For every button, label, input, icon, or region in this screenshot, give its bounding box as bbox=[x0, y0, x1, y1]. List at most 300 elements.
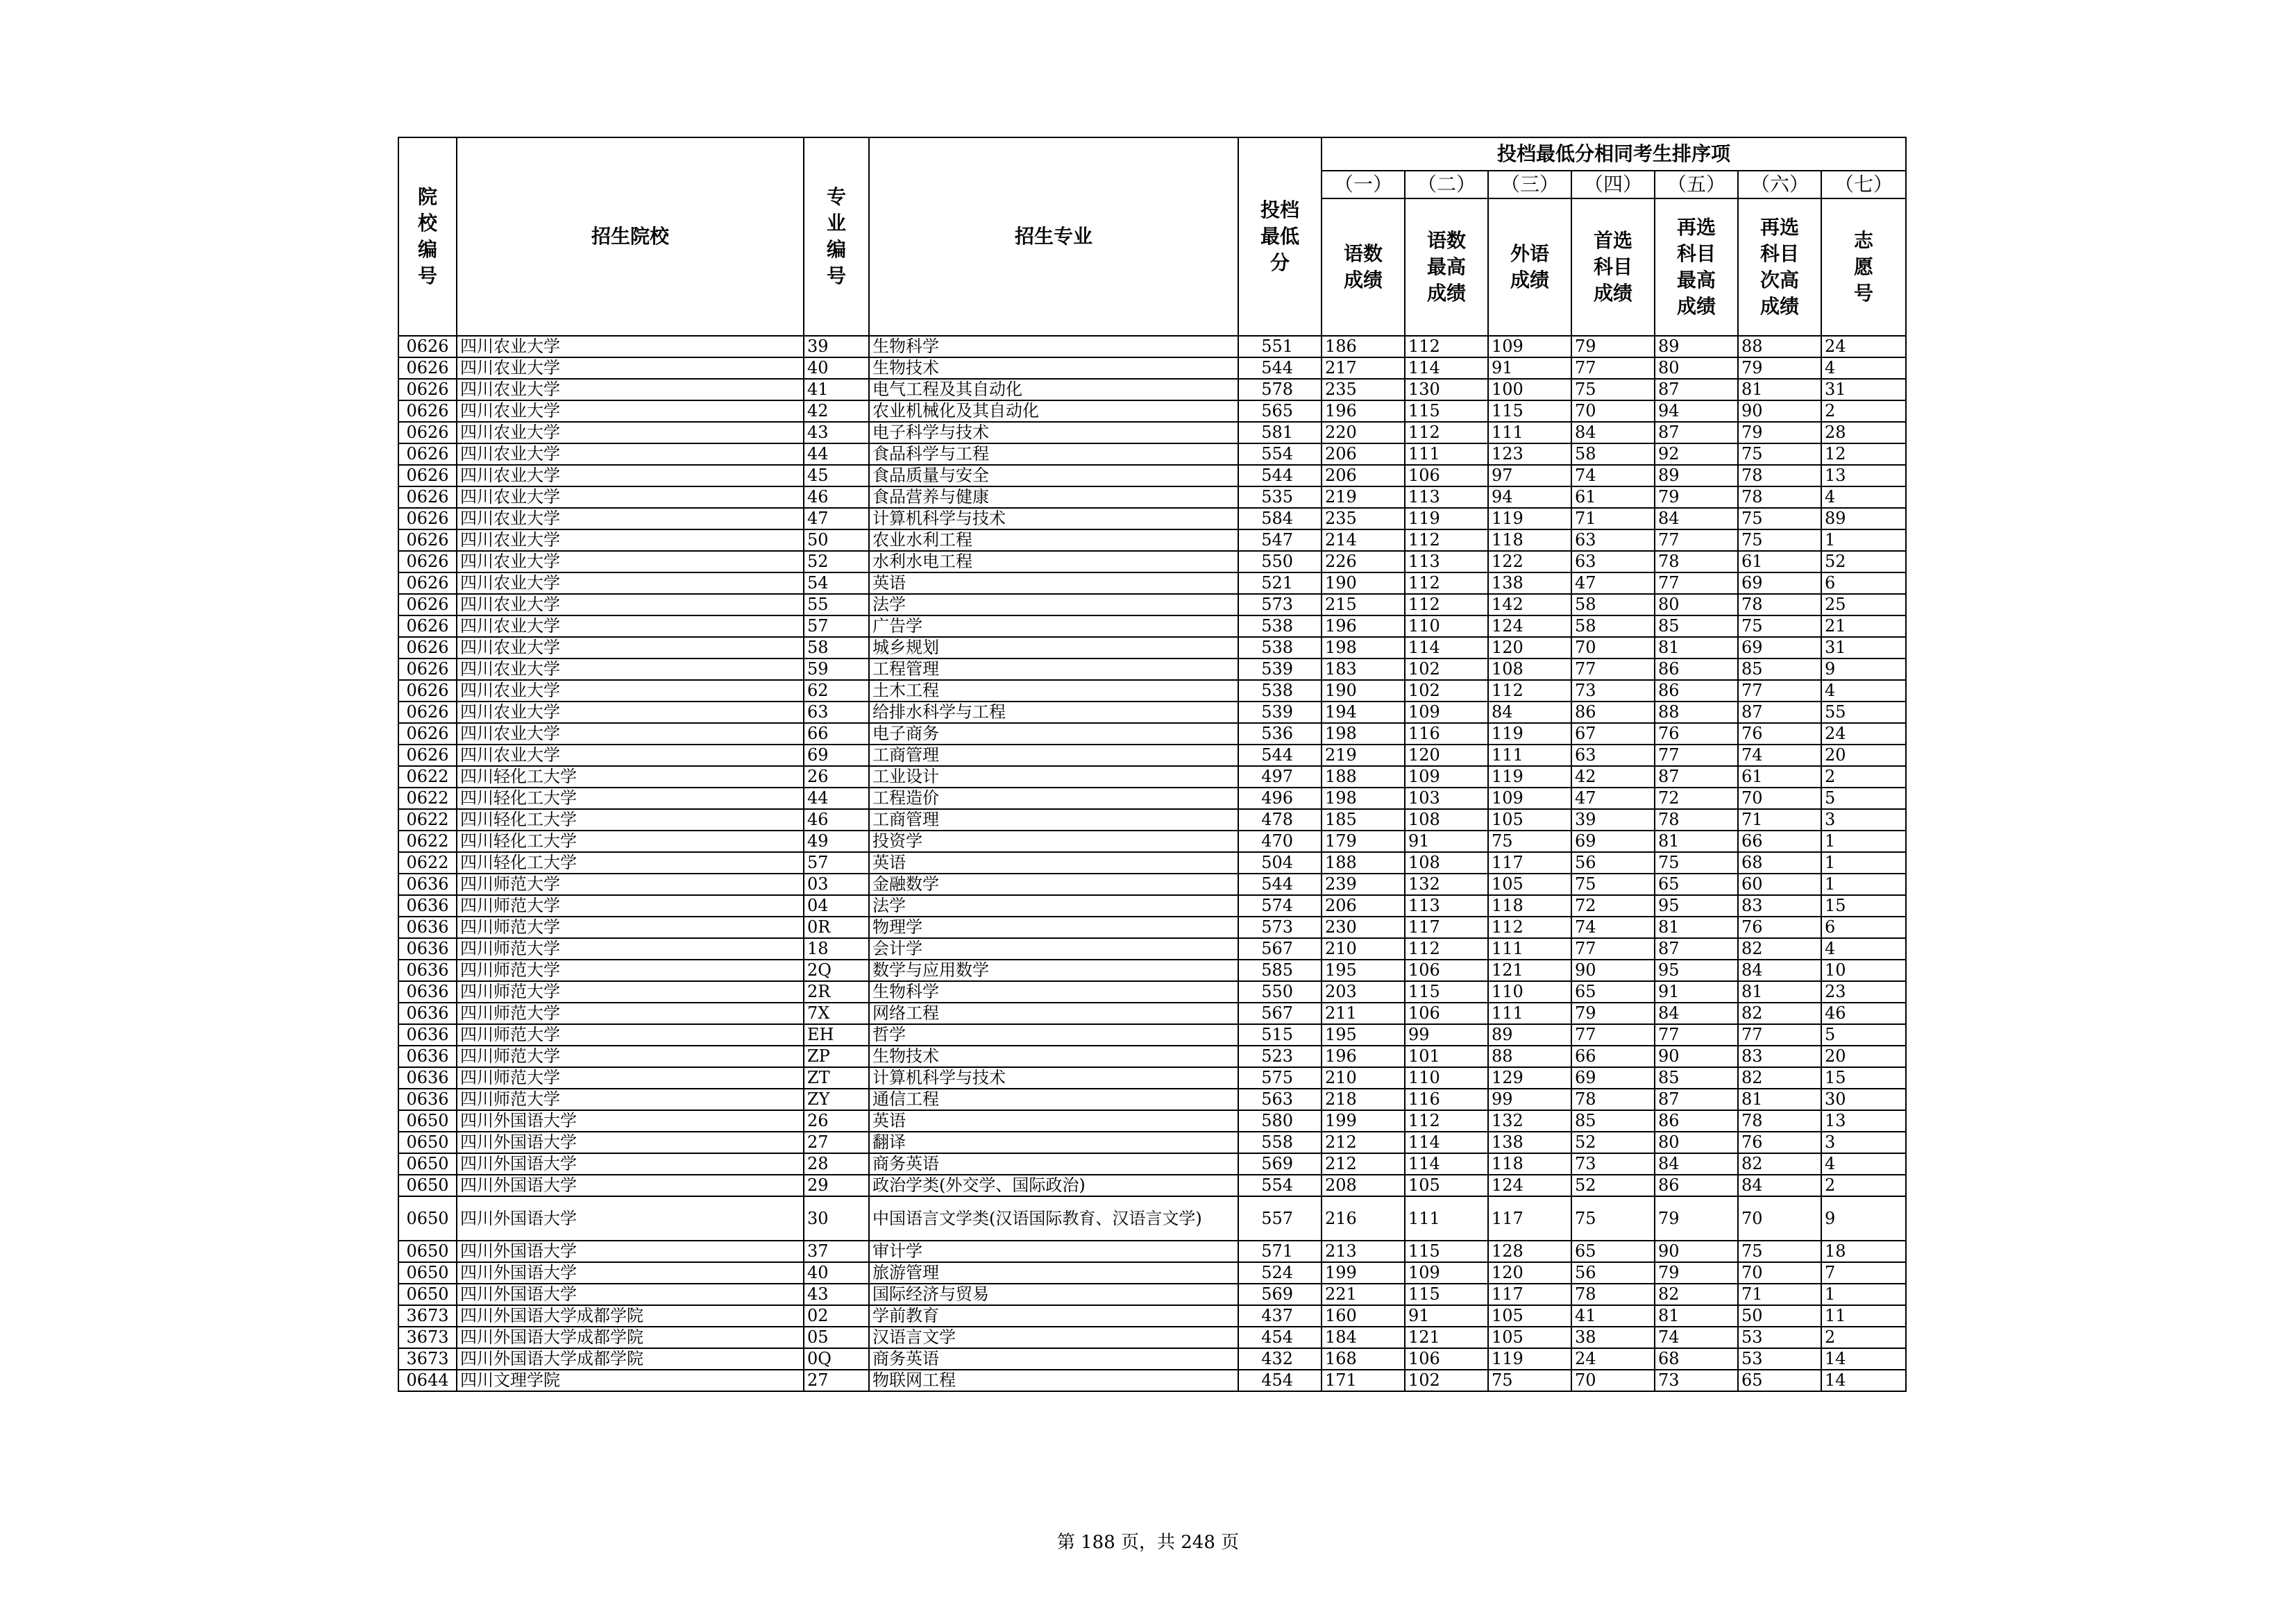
cell-wish-no: 9 bbox=[1821, 658, 1906, 680]
cell-foreign-lang: 142 bbox=[1488, 594, 1571, 615]
cell-major-name: 食品质量与安全 bbox=[869, 465, 1238, 486]
cell-school-name: 四川农业大学 bbox=[457, 572, 804, 594]
cell-major-code: 40 bbox=[804, 1262, 869, 1284]
header-order: （一） bbox=[1322, 171, 1405, 198]
cell-school-code: 0622 bbox=[398, 831, 457, 852]
cell-wish-no: 30 bbox=[1821, 1089, 1906, 1110]
cell-major-code: 62 bbox=[804, 680, 869, 702]
cell-second-next: 53 bbox=[1738, 1348, 1821, 1370]
cell-yushu: 230 bbox=[1322, 917, 1405, 938]
cell-wish-no: 1 bbox=[1821, 831, 1906, 852]
cell-min-score: 558 bbox=[1238, 1132, 1322, 1153]
cell-major-code: 41 bbox=[804, 379, 869, 400]
cell-second-max: 90 bbox=[1655, 1046, 1738, 1067]
cell-second-next: 61 bbox=[1738, 551, 1821, 572]
cell-second-max: 91 bbox=[1655, 981, 1738, 1003]
cell-school-name: 四川师范大学 bbox=[457, 917, 804, 938]
header-criterion: 再选科目最高成绩 bbox=[1655, 198, 1738, 336]
cell-wish-no: 31 bbox=[1821, 379, 1906, 400]
cell-yushu: 168 bbox=[1322, 1348, 1405, 1370]
cell-school-code: 0650 bbox=[398, 1132, 457, 1153]
table-row bbox=[398, 1327, 1906, 1348]
cell-major-name: 旅游管理 bbox=[869, 1262, 1238, 1284]
cell-second-next: 78 bbox=[1738, 486, 1821, 508]
table-row bbox=[398, 551, 1906, 572]
cell-school-code: 0626 bbox=[398, 336, 457, 357]
cell-school-name: 四川农业大学 bbox=[457, 551, 804, 572]
cell-wish-no: 13 bbox=[1821, 1110, 1906, 1132]
cell-foreign-lang: 84 bbox=[1488, 702, 1571, 723]
cell-major-name: 生物科学 bbox=[869, 981, 1238, 1003]
cell-first-subject: 47 bbox=[1571, 572, 1655, 594]
cell-second-max: 81 bbox=[1655, 831, 1738, 852]
cell-school-name: 四川农业大学 bbox=[457, 465, 804, 486]
cell-school-name: 四川师范大学 bbox=[457, 1046, 804, 1067]
cell-school-code: 0626 bbox=[398, 551, 457, 572]
cell-wish-no: 1 bbox=[1821, 529, 1906, 551]
cell-major-code: 43 bbox=[804, 1284, 869, 1305]
cell-major-name: 通信工程 bbox=[869, 1089, 1238, 1110]
cell-first-subject: 69 bbox=[1571, 831, 1655, 852]
cell-foreign-lang: 105 bbox=[1488, 1305, 1571, 1327]
cell-major-name: 投资学 bbox=[869, 831, 1238, 852]
cell-major-code: 55 bbox=[804, 594, 869, 615]
cell-yushu: 188 bbox=[1322, 766, 1405, 788]
cell-first-subject: 74 bbox=[1571, 917, 1655, 938]
table-row bbox=[398, 831, 1906, 852]
cell-major-code: 47 bbox=[804, 508, 869, 529]
cell-yushu-max: 106 bbox=[1405, 465, 1488, 486]
cell-min-score: 569 bbox=[1238, 1153, 1322, 1175]
cell-min-score: 523 bbox=[1238, 1046, 1322, 1067]
cell-wish-no: 23 bbox=[1821, 981, 1906, 1003]
cell-second-max: 87 bbox=[1655, 422, 1738, 443]
header-tiebreak-group: 投档最低分相同考生排序项 bbox=[1322, 137, 1906, 171]
cell-wish-no: 14 bbox=[1821, 1348, 1906, 1370]
cell-first-subject: 67 bbox=[1571, 723, 1655, 745]
cell-first-subject: 56 bbox=[1571, 852, 1655, 874]
cell-school-code: 0636 bbox=[398, 1024, 457, 1046]
cell-second-max: 80 bbox=[1655, 594, 1738, 615]
cell-second-max: 85 bbox=[1655, 615, 1738, 637]
cell-second-max: 95 bbox=[1655, 895, 1738, 917]
cell-wish-no: 2 bbox=[1821, 400, 1906, 422]
cell-major-name: 生物技术 bbox=[869, 357, 1238, 379]
cell-wish-no: 3 bbox=[1821, 1132, 1906, 1153]
cell-foreign-lang: 120 bbox=[1488, 1262, 1571, 1284]
cell-school-code: 0626 bbox=[398, 680, 457, 702]
cell-first-subject: 24 bbox=[1571, 1348, 1655, 1370]
header-school-code: 院校编号 bbox=[398, 137, 457, 336]
cell-yushu-max: 113 bbox=[1405, 895, 1488, 917]
cell-first-subject: 84 bbox=[1571, 422, 1655, 443]
cell-school-code: 0636 bbox=[398, 1067, 457, 1089]
cell-first-subject: 77 bbox=[1571, 357, 1655, 379]
cell-second-max: 78 bbox=[1655, 551, 1738, 572]
cell-second-next: 69 bbox=[1738, 572, 1821, 594]
cell-second-max: 87 bbox=[1655, 766, 1738, 788]
cell-second-max: 68 bbox=[1655, 1348, 1738, 1370]
cell-second-next: 82 bbox=[1738, 938, 1821, 960]
cell-second-max: 90 bbox=[1655, 1241, 1738, 1262]
cell-yushu: 221 bbox=[1322, 1284, 1405, 1305]
cell-second-next: 78 bbox=[1738, 594, 1821, 615]
cell-foreign-lang: 110 bbox=[1488, 981, 1571, 1003]
cell-foreign-lang: 75 bbox=[1488, 1370, 1571, 1391]
cell-yushu: 194 bbox=[1322, 702, 1405, 723]
cell-major-code: 29 bbox=[804, 1175, 869, 1196]
cell-school-code: 0626 bbox=[398, 702, 457, 723]
cell-yushu: 183 bbox=[1322, 658, 1405, 680]
cell-foreign-lang: 112 bbox=[1488, 917, 1571, 938]
cell-foreign-lang: 99 bbox=[1488, 1089, 1571, 1110]
cell-yushu-max: 112 bbox=[1405, 529, 1488, 551]
cell-yushu-max: 113 bbox=[1405, 551, 1488, 572]
cell-school-name: 四川农业大学 bbox=[457, 422, 804, 443]
table-row bbox=[398, 615, 1906, 637]
cell-major-name: 英语 bbox=[869, 572, 1238, 594]
cell-first-subject: 75 bbox=[1571, 874, 1655, 895]
cell-school-code: 0650 bbox=[398, 1196, 457, 1241]
cell-school-name: 四川农业大学 bbox=[457, 615, 804, 637]
cell-major-name: 食品科学与工程 bbox=[869, 443, 1238, 465]
cell-yushu-max: 112 bbox=[1405, 594, 1488, 615]
cell-second-max: 89 bbox=[1655, 465, 1738, 486]
cell-major-code: 39 bbox=[804, 336, 869, 357]
cell-school-name: 四川师范大学 bbox=[457, 981, 804, 1003]
cell-second-max: 81 bbox=[1655, 1305, 1738, 1327]
cell-major-code: ZT bbox=[804, 1067, 869, 1089]
cell-major-name: 电子商务 bbox=[869, 723, 1238, 745]
cell-wish-no: 1 bbox=[1821, 1284, 1906, 1305]
cell-yushu: 211 bbox=[1322, 1003, 1405, 1024]
cell-school-code: 0636 bbox=[398, 917, 457, 938]
cell-second-max: 73 bbox=[1655, 1370, 1738, 1391]
cell-second-max: 79 bbox=[1655, 486, 1738, 508]
cell-major-code: 42 bbox=[804, 400, 869, 422]
cell-major-code: 44 bbox=[804, 443, 869, 465]
cell-second-next: 87 bbox=[1738, 702, 1821, 723]
table-row bbox=[398, 443, 1906, 465]
cell-major-code: 26 bbox=[804, 1110, 869, 1132]
header-order: （六） bbox=[1738, 171, 1821, 198]
cell-wish-no: 6 bbox=[1821, 917, 1906, 938]
cell-school-name: 四川农业大学 bbox=[457, 529, 804, 551]
cell-min-score: 544 bbox=[1238, 357, 1322, 379]
cell-yushu-max: 103 bbox=[1405, 788, 1488, 809]
cell-second-next: 70 bbox=[1738, 1262, 1821, 1284]
cell-foreign-lang: 105 bbox=[1488, 874, 1571, 895]
cell-major-code: 59 bbox=[804, 658, 869, 680]
cell-wish-no: 12 bbox=[1821, 443, 1906, 465]
cell-yushu-max: 91 bbox=[1405, 831, 1488, 852]
cell-foreign-lang: 100 bbox=[1488, 379, 1571, 400]
cell-school-code: 0636 bbox=[398, 960, 457, 981]
cell-yushu: 195 bbox=[1322, 960, 1405, 981]
cell-yushu-max: 130 bbox=[1405, 379, 1488, 400]
cell-school-code: 0650 bbox=[398, 1262, 457, 1284]
cell-second-max: 80 bbox=[1655, 357, 1738, 379]
cell-yushu-max: 108 bbox=[1405, 809, 1488, 831]
cell-first-subject: 58 bbox=[1571, 443, 1655, 465]
cell-wish-no: 21 bbox=[1821, 615, 1906, 637]
cell-major-code: 50 bbox=[804, 529, 869, 551]
cell-wish-no: 46 bbox=[1821, 1003, 1906, 1024]
cell-major-code: 46 bbox=[804, 809, 869, 831]
table-row bbox=[398, 336, 1906, 357]
cell-major-code: 0Q bbox=[804, 1348, 869, 1370]
cell-second-max: 77 bbox=[1655, 1024, 1738, 1046]
cell-foreign-lang: 109 bbox=[1488, 336, 1571, 357]
cell-second-next: 83 bbox=[1738, 1046, 1821, 1067]
cell-second-max: 84 bbox=[1655, 508, 1738, 529]
cell-min-score: 544 bbox=[1238, 874, 1322, 895]
cell-first-subject: 70 bbox=[1571, 400, 1655, 422]
cell-major-code: 40 bbox=[804, 357, 869, 379]
cell-major-name: 土木工程 bbox=[869, 680, 1238, 702]
cell-foreign-lang: 138 bbox=[1488, 572, 1571, 594]
cell-yushu-max: 106 bbox=[1405, 960, 1488, 981]
header-order: （二） bbox=[1405, 171, 1488, 198]
cell-wish-no: 11 bbox=[1821, 1305, 1906, 1327]
cell-school-code: 0636 bbox=[398, 938, 457, 960]
cell-foreign-lang: 121 bbox=[1488, 960, 1571, 981]
table-row bbox=[398, 702, 1906, 723]
cell-second-next: 81 bbox=[1738, 981, 1821, 1003]
cell-school-code: 0626 bbox=[398, 572, 457, 594]
cell-second-max: 74 bbox=[1655, 1327, 1738, 1348]
cell-foreign-lang: 105 bbox=[1488, 1327, 1571, 1348]
cell-school-name: 四川轻化工大学 bbox=[457, 766, 804, 788]
cell-min-score: 578 bbox=[1238, 379, 1322, 400]
header-min-score: 投档最低分 bbox=[1238, 137, 1322, 336]
cell-major-name: 生物科学 bbox=[869, 336, 1238, 357]
cell-school-name: 四川农业大学 bbox=[457, 702, 804, 723]
cell-yushu-max: 112 bbox=[1405, 422, 1488, 443]
cell-school-code: 3673 bbox=[398, 1348, 457, 1370]
cell-second-next: 70 bbox=[1738, 788, 1821, 809]
cell-min-score: 584 bbox=[1238, 508, 1322, 529]
cell-second-max: 81 bbox=[1655, 917, 1738, 938]
cell-second-next: 84 bbox=[1738, 960, 1821, 981]
cell-school-code: 0626 bbox=[398, 508, 457, 529]
cell-major-code: 0R bbox=[804, 917, 869, 938]
cell-min-score: 437 bbox=[1238, 1305, 1322, 1327]
cell-wish-no: 9 bbox=[1821, 1196, 1906, 1241]
cell-yushu-max: 116 bbox=[1405, 723, 1488, 745]
cell-school-name: 四川农业大学 bbox=[457, 594, 804, 615]
cell-second-next: 83 bbox=[1738, 895, 1821, 917]
cell-second-next: 60 bbox=[1738, 874, 1821, 895]
table-row bbox=[398, 938, 1906, 960]
table-row bbox=[398, 1241, 1906, 1262]
cell-first-subject: 41 bbox=[1571, 1305, 1655, 1327]
cell-first-subject: 77 bbox=[1571, 1024, 1655, 1046]
cell-wish-no: 15 bbox=[1821, 895, 1906, 917]
cell-school-name: 四川师范大学 bbox=[457, 874, 804, 895]
cell-school-code: 0636 bbox=[398, 981, 457, 1003]
cell-major-name: 城乡规划 bbox=[869, 637, 1238, 658]
cell-school-code: 0626 bbox=[398, 723, 457, 745]
cell-min-score: 535 bbox=[1238, 486, 1322, 508]
cell-first-subject: 74 bbox=[1571, 465, 1655, 486]
cell-foreign-lang: 118 bbox=[1488, 895, 1571, 917]
cell-min-score: 538 bbox=[1238, 615, 1322, 637]
table-row bbox=[398, 1175, 1906, 1196]
cell-min-score: 539 bbox=[1238, 702, 1322, 723]
cell-yushu: 179 bbox=[1322, 831, 1405, 852]
cell-yushu-max: 111 bbox=[1405, 1196, 1488, 1241]
cell-wish-no: 14 bbox=[1821, 1370, 1906, 1391]
cell-yushu-max: 91 bbox=[1405, 1305, 1488, 1327]
cell-yushu-max: 101 bbox=[1405, 1046, 1488, 1067]
cell-second-max: 77 bbox=[1655, 529, 1738, 551]
cell-major-code: 45 bbox=[804, 465, 869, 486]
cell-yushu-max: 109 bbox=[1405, 766, 1488, 788]
cell-second-max: 65 bbox=[1655, 874, 1738, 895]
cell-yushu: 199 bbox=[1322, 1110, 1405, 1132]
cell-yushu: 215 bbox=[1322, 594, 1405, 615]
cell-school-code: 0626 bbox=[398, 615, 457, 637]
cell-foreign-lang: 117 bbox=[1488, 852, 1571, 874]
cell-major-name: 哲学 bbox=[869, 1024, 1238, 1046]
cell-school-name: 四川师范大学 bbox=[457, 1024, 804, 1046]
table-header bbox=[398, 137, 1906, 336]
cell-yushu-max: 114 bbox=[1405, 637, 1488, 658]
cell-first-subject: 63 bbox=[1571, 551, 1655, 572]
header-criterion: 语数最高成绩 bbox=[1405, 198, 1488, 336]
cell-yushu-max: 106 bbox=[1405, 1348, 1488, 1370]
cell-school-name: 四川外国语大学成都学院 bbox=[457, 1327, 804, 1348]
cell-major-name: 法学 bbox=[869, 895, 1238, 917]
cell-yushu-max: 110 bbox=[1405, 1067, 1488, 1089]
cell-foreign-lang: 111 bbox=[1488, 938, 1571, 960]
cell-school-code: 3673 bbox=[398, 1305, 457, 1327]
cell-major-code: 2Q bbox=[804, 960, 869, 981]
cell-school-name: 四川轻化工大学 bbox=[457, 809, 804, 831]
cell-min-score: 544 bbox=[1238, 465, 1322, 486]
cell-second-next: 77 bbox=[1738, 1024, 1821, 1046]
cell-first-subject: 78 bbox=[1571, 1284, 1655, 1305]
cell-foreign-lang: 109 bbox=[1488, 788, 1571, 809]
cell-wish-no: 1 bbox=[1821, 874, 1906, 895]
cell-second-next: 77 bbox=[1738, 680, 1821, 702]
cell-min-score: 454 bbox=[1238, 1370, 1322, 1391]
cell-school-name: 四川师范大学 bbox=[457, 895, 804, 917]
cell-major-name: 金融数学 bbox=[869, 874, 1238, 895]
cell-first-subject: 52 bbox=[1571, 1132, 1655, 1153]
cell-wish-no: 3 bbox=[1821, 809, 1906, 831]
cell-yushu: 188 bbox=[1322, 852, 1405, 874]
cell-school-code: 0636 bbox=[398, 1089, 457, 1110]
cell-second-max: 84 bbox=[1655, 1003, 1738, 1024]
cell-major-code: 44 bbox=[804, 788, 869, 809]
cell-school-name: 四川师范大学 bbox=[457, 938, 804, 960]
cell-yushu-max: 120 bbox=[1405, 745, 1488, 766]
cell-min-score: 573 bbox=[1238, 594, 1322, 615]
cell-yushu: 184 bbox=[1322, 1327, 1405, 1348]
cell-foreign-lang: 120 bbox=[1488, 637, 1571, 658]
cell-foreign-lang: 118 bbox=[1488, 1153, 1571, 1175]
cell-first-subject: 72 bbox=[1571, 895, 1655, 917]
cell-yushu-max: 132 bbox=[1405, 874, 1488, 895]
cell-min-score: 454 bbox=[1238, 1327, 1322, 1348]
cell-yushu: 217 bbox=[1322, 357, 1405, 379]
cell-second-next: 88 bbox=[1738, 336, 1821, 357]
table-row bbox=[398, 895, 1906, 917]
cell-wish-no: 25 bbox=[1821, 594, 1906, 615]
cell-school-name: 四川文理学院 bbox=[457, 1370, 804, 1391]
table-row bbox=[398, 594, 1906, 615]
cell-foreign-lang: 75 bbox=[1488, 831, 1571, 852]
cell-major-code: 27 bbox=[804, 1132, 869, 1153]
table-row bbox=[398, 529, 1906, 551]
table-row bbox=[398, 1067, 1906, 1089]
cell-second-max: 82 bbox=[1655, 1284, 1738, 1305]
cell-second-next: 70 bbox=[1738, 1196, 1821, 1241]
cell-second-next: 82 bbox=[1738, 1153, 1821, 1175]
cell-wish-no: 15 bbox=[1821, 1067, 1906, 1089]
cell-yushu: 216 bbox=[1322, 1196, 1405, 1241]
cell-second-next: 78 bbox=[1738, 1110, 1821, 1132]
cell-yushu-max: 114 bbox=[1405, 357, 1488, 379]
cell-second-max: 81 bbox=[1655, 637, 1738, 658]
cell-school-code: 0650 bbox=[398, 1110, 457, 1132]
table-row bbox=[398, 379, 1906, 400]
cell-wish-no: 2 bbox=[1821, 1327, 1906, 1348]
cell-major-name: 农业水利工程 bbox=[869, 529, 1238, 551]
cell-major-code: ZP bbox=[804, 1046, 869, 1067]
cell-school-name: 四川农业大学 bbox=[457, 658, 804, 680]
cell-min-score: 504 bbox=[1238, 852, 1322, 874]
cell-foreign-lang: 128 bbox=[1488, 1241, 1571, 1262]
cell-second-max: 86 bbox=[1655, 680, 1738, 702]
cell-major-name: 工程造价 bbox=[869, 788, 1238, 809]
cell-major-name: 商务英语 bbox=[869, 1348, 1238, 1370]
cell-school-code: 0626 bbox=[398, 400, 457, 422]
header-criterion: 首选科目成绩 bbox=[1571, 198, 1655, 336]
cell-school-code: 0636 bbox=[398, 895, 457, 917]
cell-yushu-max: 109 bbox=[1405, 702, 1488, 723]
cell-major-code: 26 bbox=[804, 766, 869, 788]
cell-second-next: 68 bbox=[1738, 852, 1821, 874]
cell-first-subject: 78 bbox=[1571, 1089, 1655, 1110]
cell-school-code: 0636 bbox=[398, 874, 457, 895]
cell-wish-no: 6 bbox=[1821, 572, 1906, 594]
cell-yushu: 196 bbox=[1322, 1046, 1405, 1067]
cell-major-code: 28 bbox=[804, 1153, 869, 1175]
cell-wish-no: 4 bbox=[1821, 938, 1906, 960]
cell-first-subject: 66 bbox=[1571, 1046, 1655, 1067]
cell-school-code: 0626 bbox=[398, 357, 457, 379]
cell-major-name: 数学与应用数学 bbox=[869, 960, 1238, 981]
table-row bbox=[398, 852, 1906, 874]
cell-foreign-lang: 123 bbox=[1488, 443, 1571, 465]
cell-second-next: 69 bbox=[1738, 637, 1821, 658]
cell-second-max: 84 bbox=[1655, 1153, 1738, 1175]
cell-second-max: 77 bbox=[1655, 745, 1738, 766]
cell-foreign-lang: 122 bbox=[1488, 551, 1571, 572]
cell-yushu-max: 115 bbox=[1405, 400, 1488, 422]
cell-second-max: 86 bbox=[1655, 1110, 1738, 1132]
cell-school-name: 四川师范大学 bbox=[457, 960, 804, 981]
cell-wish-no: 89 bbox=[1821, 508, 1906, 529]
cell-major-name: 生物技术 bbox=[869, 1046, 1238, 1067]
cell-school-name: 四川农业大学 bbox=[457, 723, 804, 745]
cell-yushu: 239 bbox=[1322, 874, 1405, 895]
cell-school-code: 0636 bbox=[398, 1003, 457, 1024]
cell-school-name: 四川农业大学 bbox=[457, 637, 804, 658]
